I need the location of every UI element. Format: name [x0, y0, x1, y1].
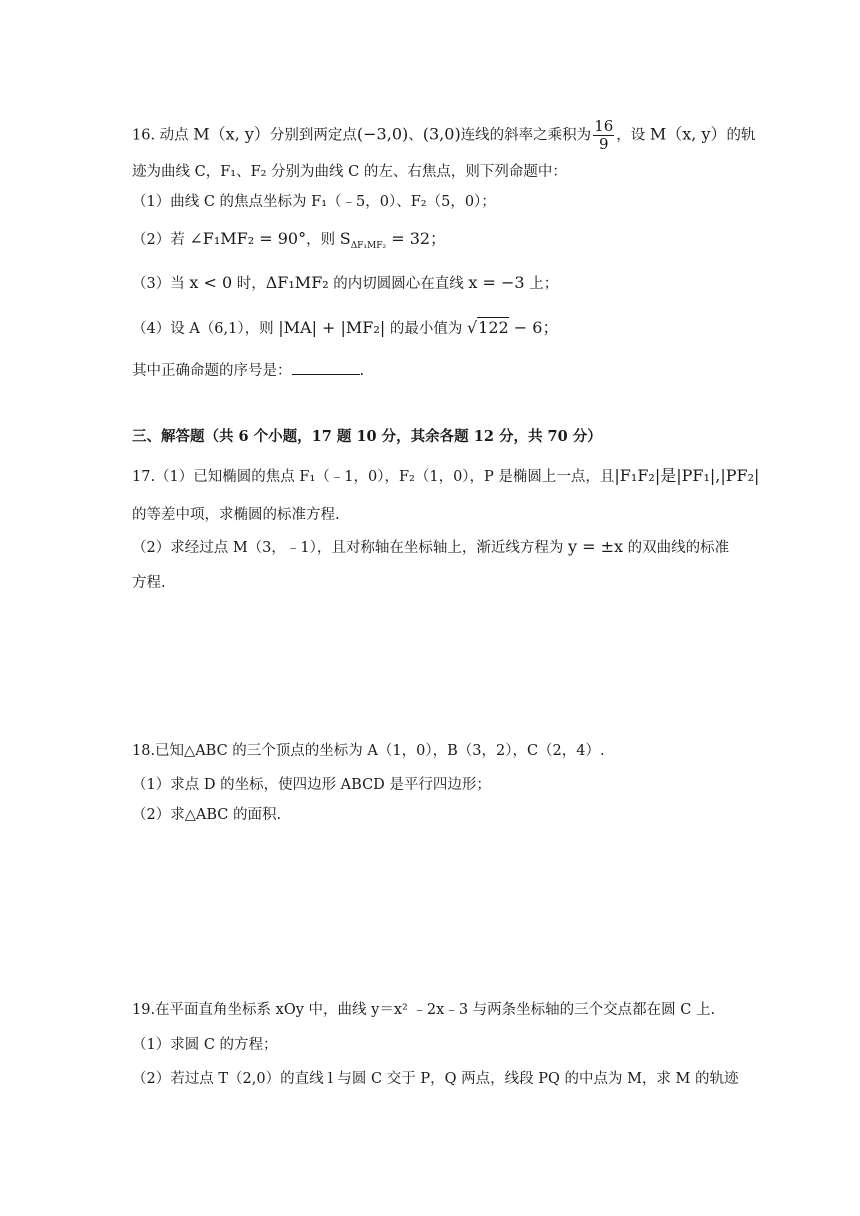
- q16-proposition-3: [132, 273, 558, 294]
- fraction-denominator: 9: [598, 135, 609, 153]
- q16-text: 、: [408, 127, 423, 144]
- q18-line-2: （1）求点 D 的坐标，使四边形 ABCD 是平行四边形；: [132, 777, 491, 793]
- q16-proposition-2: [132, 229, 446, 256]
- q18-line-1: 18.已知△ABC 的三个顶点的坐标为 A（1，0），B（3，2），C（2，4）.: [132, 743, 605, 759]
- q16-text: 的轨: [726, 127, 756, 144]
- q16-text: （2）若: [132, 232, 190, 248]
- q16-text: 其中正确命题的序号是：: [132, 363, 292, 379]
- asymptote-equation: y = ±x: [568, 537, 624, 556]
- q19-line-2: （1）求圆 C 的方程；: [132, 1037, 278, 1053]
- q16-text: 分别到两定点: [269, 127, 357, 144]
- q17-text: （2）求经过点 M（3，﹣1），且对称轴在坐标轴上，渐近线方程为: [132, 540, 568, 556]
- q16-point-left: (−3,0): [356, 124, 409, 144]
- q16-point-m: M（x, y）: [193, 124, 270, 144]
- q18-line-3: （2）求△ABC 的面积.: [132, 807, 282, 823]
- q19-line-3: （2）若过点 T（2,0）的直线 l 与圆 C 交于 P，Q 两点，线段 PQ 的中点为 M，求 M 的轨迹: [132, 1071, 739, 1087]
- q17-text: 的双曲线的标准: [623, 540, 730, 556]
- q16-text: ，设: [616, 127, 650, 144]
- q16-text: 16. 动点: [132, 127, 194, 144]
- q17-text: 17.（1）已知椭圆的焦点 F₁（﹣1，0），F₂（1，0），P 是椭圆上一点，且: [132, 469, 615, 485]
- area-symbol: S: [339, 229, 351, 248]
- q16-text: 连线的斜率之乘积为: [460, 127, 592, 144]
- answer-blank[interactable]: [292, 360, 360, 375]
- q16-line-2: 迹为曲线 C，F₁、F₂ 分别为曲线 C 的左、右焦点，则下列命题中：: [132, 164, 567, 180]
- q17-line-4: 方程.: [132, 575, 166, 591]
- condition: x < 0: [189, 273, 233, 292]
- q16-point-m: M（x, y）: [649, 124, 727, 144]
- distance-expression: |MA| + |MF₂|: [278, 318, 386, 337]
- q17-line-3: [132, 537, 729, 558]
- q16-text: 时，: [232, 276, 266, 292]
- sqrt-radicand: 122: [478, 318, 509, 337]
- q16-text: − 6；: [508, 318, 559, 337]
- q17-line-1: [132, 466, 759, 487]
- q16-text: 的内切圆圆心在直线: [328, 276, 469, 292]
- q16-text: 上；: [524, 276, 559, 292]
- q16-point-right: (3,0): [422, 124, 461, 144]
- line-equation: x = −3: [468, 273, 525, 292]
- q16-fraction: [593, 118, 614, 153]
- q16-text: （4）设 A（6,1），则: [132, 321, 279, 337]
- q16-text: 的最小值为: [385, 321, 467, 337]
- section-title: 三、解答题（共 6 个小题，17 题 10 分，其余各题 12 分，共 70 分）: [132, 428, 602, 445]
- q16-text: （3）当: [132, 276, 190, 292]
- area-value: = 32；: [386, 229, 447, 248]
- q16-text: ，则: [306, 232, 340, 248]
- q16-proposition-1: （1）曲线 C 的焦点坐标为 F₁（﹣5，0）、F₂（5，0）；: [132, 194, 496, 210]
- q16-proposition-4: [132, 318, 558, 339]
- fraction-numerator: 16: [594, 117, 614, 135]
- q16-line-1: [132, 118, 756, 153]
- angle-equation: ∠F₁MF₂ = 90°: [189, 229, 307, 248]
- q17-line-2: 的等差中项，求椭圆的标准方程.: [132, 507, 340, 523]
- triangle-symbol: ΔF₁MF₂: [265, 273, 329, 292]
- q19-line-1: 19.在平面直角坐标系 xOy 中，曲线 y＝x² ﹣2x﹣3 与两条坐标轴的三个交点都在圆 C 上.: [132, 1002, 716, 1018]
- area-subscript: ΔF₁MF₂: [350, 240, 387, 251]
- abs-expression: |F₁F₂|是|PF₁|,|PF₂|: [614, 466, 760, 485]
- q16-answer-prompt: [132, 360, 364, 381]
- q16-text: .: [359, 363, 365, 379]
- sqrt-expression: √122: [466, 318, 509, 337]
